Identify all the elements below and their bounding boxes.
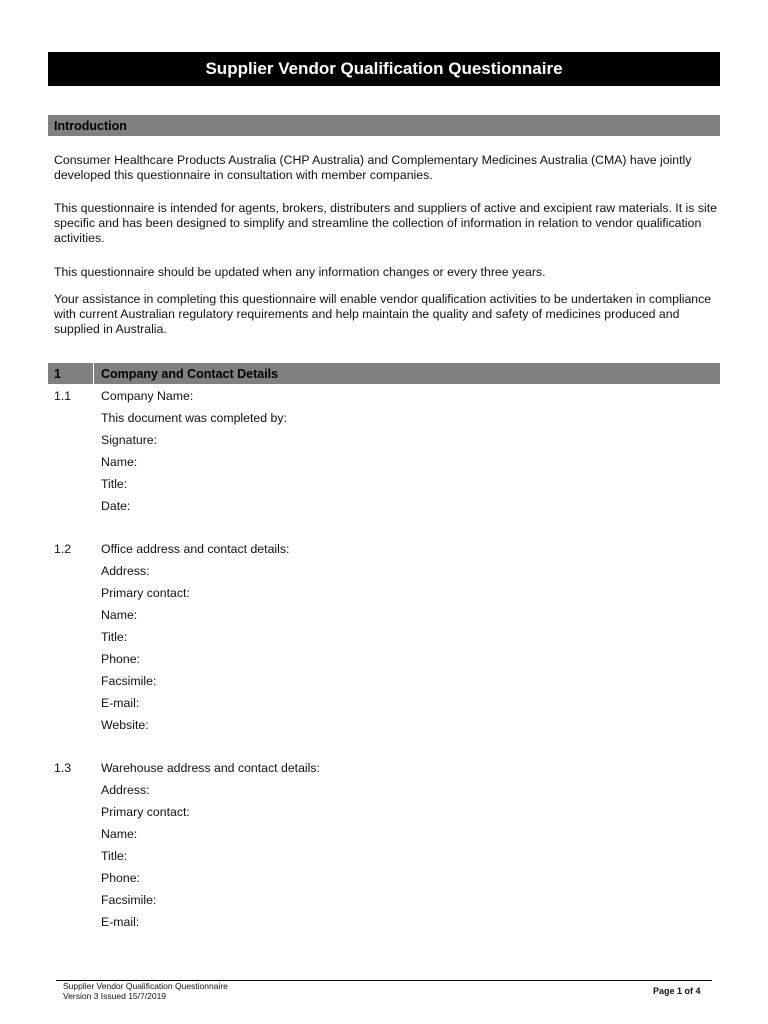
title-label: Title:: [101, 477, 128, 491]
section-1-3-number: 1.3: [54, 761, 72, 775]
warehouse-address-heading: Warehouse address and contact details:: [101, 761, 320, 775]
section-1-number: 1: [48, 363, 94, 384]
warehouse-address-label: Address:: [101, 783, 150, 797]
office-address-heading: Office address and contact details:: [101, 542, 290, 556]
office-primary-contact-label: Primary contact:: [101, 586, 190, 600]
footer-page-number: Page 1 of 4: [653, 986, 701, 996]
intro-paragraph-3: This questionnaire should be updated when any information changes or every three years.: [54, 265, 546, 279]
warehouse-name-label: Name:: [101, 827, 138, 841]
signature-label: Signature:: [101, 433, 158, 447]
warehouse-email-label: E-mail:: [101, 915, 140, 929]
warehouse-phone-label: Phone:: [101, 871, 140, 885]
office-email-label: E-mail:: [101, 696, 140, 710]
office-phone-label: Phone:: [101, 652, 140, 666]
document-title-bar: [48, 52, 720, 86]
intro-paragraph-2: This questionnaire is intended for agents, brokers, distributers and suppliers of active and excipient raw materials. It is site specific and has been designed to simplify and streamline the collection of information in relation to vendor qualification activities.: [54, 201, 717, 245]
intro-paragraph-1: Consumer Healthcare Products Australia (CHP Australia) and Complementary Medicines Australia (CMA) have jointly developed this questionnaire in consultation with member companies.: [54, 153, 692, 182]
footer-doc-title: Supplier Vendor Qualification Questionnaire: [63, 981, 228, 991]
introduction-header: [48, 115, 720, 136]
section-1-2-number: 1.2: [54, 542, 72, 556]
date-label: Date:: [101, 499, 131, 513]
completed-by-label: This document was completed by:: [101, 411, 287, 425]
warehouse-primary-contact-label: Primary contact:: [101, 805, 190, 819]
office-website-label: Website:: [101, 718, 149, 732]
introduction-heading: Introduction: [54, 118, 127, 133]
office-name-label: Name:: [101, 608, 138, 622]
footer-left: [63, 981, 228, 1001]
section-1-1-number: 1.1: [54, 389, 72, 403]
office-address-label: Address:: [101, 564, 150, 578]
company-name-label: Company Name:: [101, 389, 194, 403]
footer-version: Version 3 Issued 15/7/2019: [63, 991, 167, 1001]
section-1-heading: Company and Contact Details: [101, 366, 279, 381]
warehouse-facsimile-label: Facsimile:: [101, 893, 157, 907]
warehouse-title-label: Title:: [101, 849, 128, 863]
office-facsimile-label: Facsimile:: [101, 674, 157, 688]
intro-paragraph-4: Your assistance in completing this questionnaire will enable vendor qualification activities to be undertaken in compliance with current Australian regulatory requirements and help maintain the quality and safety of medicines produced and supplied in Australia.: [54, 292, 712, 336]
office-title-label: Title:: [101, 630, 128, 644]
name-label: Name:: [101, 455, 138, 469]
document-title: Supplier Vendor Qualification Questionnaire: [205, 59, 563, 78]
section-1-header: [48, 363, 720, 384]
